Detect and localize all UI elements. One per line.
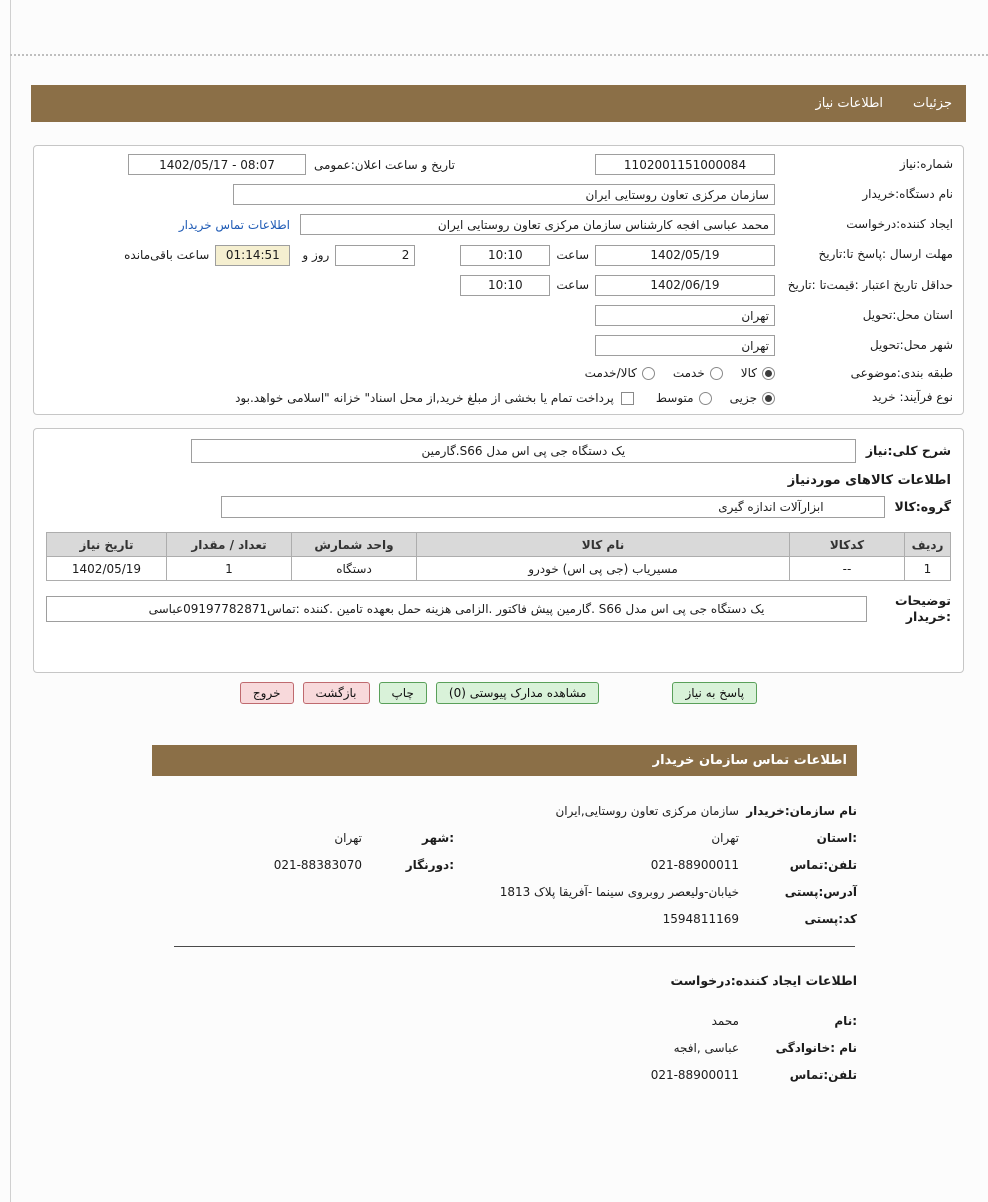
buyer-contact-header-title: اطلاعات تماس سازمان خریدار: [652, 753, 847, 768]
price-validity-hour-label: ساعت: [556, 278, 589, 293]
creator-name-value: محمد: [711, 1014, 739, 1028]
header-row-number: ردیف: [905, 533, 951, 557]
remaining-days-label: روز و: [302, 248, 330, 263]
creator-family-row: [152, 1041, 857, 1055]
required-goods-heading: اطلاعات کالاهای موردنیاز: [787, 473, 951, 488]
reply-deadline-hour-field: 10:10: [460, 245, 550, 266]
org-name-label: نام سازمان:خریدار: [746, 804, 857, 818]
contact-address-label: آدرس:پستی: [784, 885, 857, 899]
buyer-contact-header: [152, 745, 857, 776]
postal-code-label: کد:پستی: [804, 912, 857, 926]
need-description-row: [46, 439, 951, 463]
countdown-timer: 01:14:51: [215, 245, 290, 266]
process-type-row: [44, 390, 953, 406]
header-goods-code: کدکالا: [790, 533, 905, 557]
header-unit: واحد شمارش: [292, 533, 417, 557]
need-detail-panel: [33, 428, 964, 673]
creator-phone-value: 021-88900011: [650, 1068, 739, 1082]
need-number-field: 1102001151000084: [595, 154, 775, 175]
top-dotted-divider: [10, 54, 988, 56]
radio-selected-icon[interactable]: [762, 367, 775, 380]
category-option-service-label: خدمت: [672, 366, 705, 381]
remaining-hours-label: ساعت باقی‌مانده: [124, 248, 210, 263]
radio-icon[interactable]: [699, 392, 712, 405]
price-validity-hour-field: 10:10: [460, 275, 550, 296]
postal-code-value: 1594811169: [662, 912, 739, 926]
request-creator-field: محمد عباسی افجه کارشناس سازمان مرکزی تعاون روستایی ایران: [300, 214, 775, 235]
buyer-notes-row: [46, 593, 951, 626]
section-divider: [174, 946, 855, 947]
buyer-org-field: سازمان مرکزی تعاون روستایی ایران: [233, 184, 775, 205]
price-validity-row: [44, 275, 953, 296]
creator-phone-row: [152, 1068, 857, 1082]
phone-fax-row: [152, 858, 857, 872]
category-label: طبقه بندی:موضوعی: [850, 365, 953, 380]
radio-icon[interactable]: [642, 367, 655, 380]
tab-details[interactable]: جزئیات: [913, 96, 952, 111]
contact-address-value: خیابان-ولیعصر روبروی سینما -آفریقا پلاک 1813: [499, 885, 739, 899]
reply-deadline-label: مهلت ارسال :پاسخ تا:تاریخ: [818, 247, 953, 262]
category-row: [44, 366, 953, 382]
cell-need-date: 1402/05/19: [47, 557, 167, 581]
need-number-label: شماره:نیاز: [899, 156, 953, 171]
radio-selected-icon[interactable]: [762, 392, 775, 405]
delivery-province-label: استان محل:تحویل: [862, 307, 953, 322]
buyer-notes-field: یک دستگاه جی پی اس مدل S66 .گارمین پیش فاکتور .الزامی هزینه حمل بعهده تامین .کننده :تماس09197782871عباسی: [46, 596, 867, 622]
contact-province-label: :استان: [816, 831, 857, 845]
announce-datetime-label: تاریخ و ساعت اعلان:عمومی: [313, 157, 455, 172]
process-option-medium[interactable]: [656, 391, 712, 405]
creator-name-label: :نام: [834, 1014, 857, 1028]
need-summary-panel: [33, 145, 964, 415]
cell-row-number: 1: [905, 557, 951, 581]
goods-table-row: [47, 557, 951, 581]
delivery-city-label: شهر محل:تحویل: [869, 338, 953, 353]
contact-city-value: تهران: [334, 831, 362, 845]
creator-info-heading: اطلاعات ایجاد کننده:درخواست: [670, 973, 857, 988]
org-name-row: [152, 804, 857, 818]
need-description-label: شرح کلی:نیاز: [865, 442, 951, 458]
category-option-goods-service-label: کالا/خدمت: [584, 366, 637, 381]
cell-quantity: 1: [167, 557, 292, 581]
action-buttons-bar: [33, 682, 964, 704]
reply-deadline-date-field: 1402/05/19: [595, 245, 775, 266]
cell-unit: دستگاه: [292, 557, 417, 581]
tab-need-info[interactable]: اطلاعات نیاز: [815, 96, 884, 111]
delivery-province-row: [44, 305, 953, 326]
creator-phone-label: تلفن:تماس: [789, 1068, 857, 1082]
goods-table: [46, 532, 951, 581]
buyer-notes-label: توضیحات :خریدار: [895, 593, 951, 625]
creator-family-label: نام :خانوادگی: [775, 1041, 857, 1055]
buyer-contact-link[interactable]: اطلاعات تماس خریدار: [178, 217, 290, 232]
buyer-contact-section: [152, 790, 857, 1095]
delivery-city-row: [44, 335, 953, 356]
back-button[interactable]: بازگشت: [303, 682, 370, 704]
print-button[interactable]: چاپ: [379, 682, 427, 704]
category-option-goods-service[interactable]: [585, 366, 655, 380]
category-option-goods[interactable]: [741, 366, 775, 380]
header-goods-name: نام کالا: [417, 533, 790, 557]
contact-phone-label: تلفن:تماس: [789, 858, 857, 872]
main-navbar: [31, 85, 966, 122]
category-option-goods-label: کالا: [740, 366, 757, 381]
reply-deadline-hour-label: ساعت: [556, 248, 589, 263]
process-option-medium-label: متوسط: [655, 391, 694, 406]
contact-province-value: تهران: [711, 831, 739, 845]
postal-code-row: [152, 912, 857, 926]
need-description-field: یک دستگاه جی پی اس مدل S66.گارمین: [191, 439, 856, 463]
radio-icon[interactable]: [710, 367, 723, 380]
price-validity-date-field: 1402/06/19: [595, 275, 775, 296]
reply-to-need-button[interactable]: پاسخ به نیاز: [672, 682, 757, 704]
goods-group-label: گروه:کالا: [894, 498, 951, 514]
treasury-payment-label: پرداخت تمام یا بخشی از مبلغ خرید,از محل اسناد" خزانه "اسلامی خواهد.بود: [235, 391, 614, 406]
cell-goods-name: مسیریاب (جی پی اس) خودرو: [417, 557, 790, 581]
remaining-days-field: 2: [335, 245, 415, 266]
request-creator-label: ایجاد کننده:درخواست: [846, 217, 953, 232]
goods-group-row: [46, 496, 951, 518]
price-validity-label: حداقل تاریخ اعتبار :قیمت‌تا :تاریخ: [787, 277, 953, 292]
page-left-border: [10, 0, 11, 1202]
need-number-row: [44, 154, 953, 175]
contact-fax-value: 021-88383070: [273, 858, 362, 872]
buyer-org-label: نام دستگاه:خریدار: [862, 186, 953, 201]
header-need-date: تاریخ نیاز: [47, 533, 167, 557]
creator-name-row: [152, 1014, 857, 1028]
exit-button[interactable]: خروج: [240, 682, 294, 704]
process-option-minor[interactable]: [730, 391, 775, 405]
header-quantity: تعداد / مقدار: [167, 533, 292, 557]
reply-deadline-row: [44, 245, 953, 266]
announce-datetime-field: 1402/05/17 - 08:07: [128, 154, 306, 175]
goods-group-field: ابزارآلات اندازه گیری: [221, 496, 885, 518]
province-city-row: [152, 831, 857, 845]
delivery-city-field: تهران: [595, 335, 775, 356]
cell-goods-code: --: [790, 557, 905, 581]
goods-table-header-row: [47, 533, 951, 557]
view-attachments-button[interactable]: مشاهده مدارک پیوستی (0): [436, 682, 600, 704]
contact-phone-value: 021-88900011: [650, 858, 739, 872]
buyer-org-row: [44, 184, 953, 205]
creator-family-value: عباسی ,افجه: [673, 1041, 739, 1055]
request-creator-row: [44, 214, 953, 235]
process-option-minor-label: جزیی: [729, 391, 757, 406]
address-row: [152, 885, 857, 899]
category-option-service[interactable]: [673, 366, 723, 380]
delivery-province-field: تهران: [595, 305, 775, 326]
org-name-value: سازمان مرکزی تعاون روستایی,ایران: [555, 804, 739, 818]
process-type-label: نوع فرآیند: خرید: [872, 390, 953, 405]
contact-fax-label: :دورنگار: [405, 858, 454, 872]
treasury-payment-option[interactable]: [235, 391, 634, 405]
contact-city-label: :شهر: [422, 831, 454, 845]
checkbox-icon[interactable]: [621, 392, 634, 405]
